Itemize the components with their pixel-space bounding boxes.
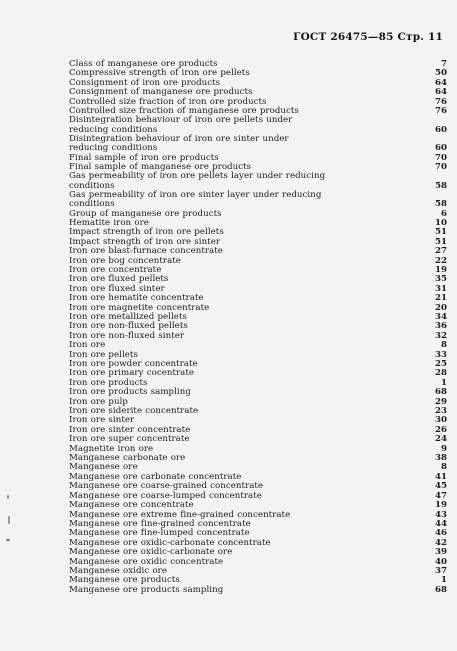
index-entry [69, 586, 447, 595]
index-page-number: 20 [434, 302, 447, 313]
index-page-number: 8 [440, 462, 447, 473]
index-page-number: 50 [434, 68, 447, 79]
index-term: Group of manganese ore products [69, 208, 222, 219]
index-term: Manganese ore carbonate concentrate [69, 471, 242, 482]
index-page-number: 39 [434, 547, 447, 558]
index-term: Iron ore siderite concentrate [69, 406, 199, 417]
index-term: Consignment of iron ore products [69, 77, 221, 88]
index-term: Consignment of manganese ore products [69, 87, 253, 98]
index-term: Iron ore magnetite concentrate [69, 302, 210, 313]
index-page-number: 21 [434, 293, 447, 304]
index-entry [69, 247, 447, 256]
index-page-number: 35 [434, 274, 447, 285]
index-page-number: 1 [440, 575, 447, 586]
index-page-number: 51 [434, 227, 447, 238]
index-term: Iron ore products [69, 377, 148, 388]
index-page-number: 36 [434, 321, 447, 332]
index-term: Class of manganese ore products [69, 59, 218, 69]
index-page-number: 8 [440, 340, 447, 351]
index-term: Manganese ore fine-grained concentrate [69, 518, 251, 529]
index-page-number: 37 [434, 565, 447, 576]
index-entry [69, 116, 447, 134]
index-term: Iron ore non-fluxed pellets [69, 321, 188, 332]
index-page-number: 76 [434, 96, 447, 107]
index-term: Controlled size fraction of iron ore products [69, 96, 267, 107]
index-term: Manganese carbonate ore [69, 453, 186, 464]
index-page-number: 9 [440, 443, 447, 454]
index-page-number: 29 [434, 396, 447, 407]
index-term: Disintegration behaviour of iron ore sinter under reducing conditions [69, 134, 289, 154]
index-term: Impact strength of iron ore sinter [69, 236, 221, 247]
index-term: Disintegration behaviour of iron ore pellets under reducing conditions [69, 115, 293, 135]
index-page-number: 47 [434, 490, 447, 501]
index-page-number: 44 [434, 518, 447, 529]
index-term: Manganese ore extreme fine-grained concentrate [69, 509, 291, 520]
index-term: Manganese oxidic ore [69, 565, 168, 576]
index-term: Iron ore hematite concentrate [69, 293, 204, 304]
index-page-number: 22 [434, 255, 447, 266]
index-entry [69, 294, 447, 303]
index-page-number: 76 [434, 106, 447, 117]
index-term: Iron ore fluxed sinter [69, 283, 165, 294]
index-term: Manganese ore oxidic concentrate [69, 556, 224, 567]
index-page-number: 24 [434, 434, 447, 445]
index-term: Iron ore primary cocentrate [69, 368, 195, 379]
index-term: Iron ore fluxed pellets [69, 274, 169, 285]
alphabetical-index-list [69, 60, 447, 595]
index-term: Iron ore metallized pellets [69, 311, 187, 322]
index-term: Manganese ore products sampling [69, 584, 224, 595]
index-page-number: 31 [434, 283, 447, 294]
index-term: Iron ore sinter [69, 415, 135, 426]
index-page-number: 6 [440, 208, 447, 219]
index-entry [69, 341, 447, 350]
index-term: Controlled size fraction of manganese ore products [69, 106, 299, 117]
index-page-number: 26 [434, 424, 447, 435]
index-term: Iron ore powder concentrate [69, 359, 198, 369]
index-page-number: 30 [434, 415, 447, 426]
index-term: Manganese ore [69, 462, 138, 473]
index-page-number: 23 [434, 406, 447, 417]
page-header: ГОСТ 26475—85 Стр. 11 [293, 31, 443, 43]
index-term: Iron ore super concentrate [69, 434, 190, 445]
index-term: Iron ore blast-furnace concentrate [69, 246, 223, 257]
index-page-number: 58 [434, 180, 447, 191]
index-entry [69, 388, 447, 397]
index-page-number: 40 [434, 556, 447, 567]
index-page-number: 19 [434, 264, 447, 275]
index-page-number: 34 [434, 311, 447, 322]
index-page-number: 38 [434, 453, 447, 464]
index-term: Manganese ore products [69, 575, 180, 586]
index-page-number: 19 [434, 500, 447, 511]
index-term: Compressive strength of iron ore pellets [69, 68, 250, 79]
index-term: Gas permeability of iron ore sinter layer under reducing conditions [69, 189, 322, 210]
index-term: Impact strength of iron ore pellets [69, 227, 224, 238]
index-term: Iron ore sinter concentrate [69, 424, 191, 435]
index-term: Iron ore concentrate [69, 264, 162, 275]
index-page-number: 64 [434, 87, 447, 98]
index-page-number: 58 [434, 199, 447, 210]
index-page-number: 41 [434, 471, 447, 482]
index-term: Manganese ore fine-lumped concentrate [69, 528, 250, 539]
index-page-number: 42 [434, 537, 447, 548]
index-page-number: 70 [434, 152, 447, 163]
index-page-number: 64 [434, 77, 447, 88]
scan-edge-mark [8, 516, 10, 524]
index-page-number: 43 [434, 509, 447, 520]
index-page-number: 10 [434, 217, 447, 228]
index-page-number: 7 [440, 59, 447, 69]
index-entry [69, 548, 447, 557]
index-term: Magnetite iron ore [69, 443, 154, 454]
index-term: Manganese ore oxidic-carbonate concentrate [69, 537, 271, 548]
index-term: Gas permeability of iron ore pellets layer under reducing conditions [69, 171, 326, 191]
index-term: Iron ore non-fluxed sinter [69, 330, 185, 341]
index-page-number: 60 [434, 143, 447, 154]
index-term: Manganese ore oxidic-carbonate ore [69, 547, 233, 558]
index-page-number: 28 [434, 368, 447, 379]
index-entry [69, 135, 447, 153]
index-page-number: 32 [434, 330, 447, 341]
index-page-number: 51 [434, 236, 447, 247]
index-term: Iron ore products sampling [69, 387, 191, 398]
index-page-number: 1 [440, 377, 447, 388]
index-page-number: 46 [434, 528, 447, 539]
index-term: Iron ore pellets [69, 349, 138, 360]
index-term: Iron ore bog concentrate [69, 255, 181, 266]
index-entry [69, 191, 447, 209]
index-term: Final sample of manganese ore products [69, 161, 252, 172]
scan-edge-mark [7, 495, 9, 499]
index-term: Final sample of iron ore products [69, 152, 219, 163]
index-page-number: 33 [434, 349, 447, 360]
index-page-number: 68 [434, 584, 447, 595]
index-term: Manganese ore coarse-grained concentrate [69, 481, 264, 492]
index-entry [69, 88, 447, 97]
index-page-number: 27 [434, 246, 447, 257]
index-page-number: 45 [434, 481, 447, 492]
scan-edge-mark [6, 539, 10, 541]
index-page-number: 68 [434, 387, 447, 398]
index-entry [69, 172, 447, 190]
index-term: Iron ore pulp [69, 396, 128, 407]
index-term: Iron ore [69, 340, 106, 351]
index-term: Manganese ore coarse-lumped concentrate [69, 490, 262, 501]
index-term: Manganese ore concentrate [69, 500, 194, 511]
index-entry [69, 332, 447, 341]
index-page-number: 70 [434, 161, 447, 172]
index-page-number: 25 [434, 359, 447, 369]
index-page-number: 60 [434, 124, 447, 135]
index-term: Hematite iron ore [69, 217, 149, 228]
index-entry [69, 501, 447, 510]
